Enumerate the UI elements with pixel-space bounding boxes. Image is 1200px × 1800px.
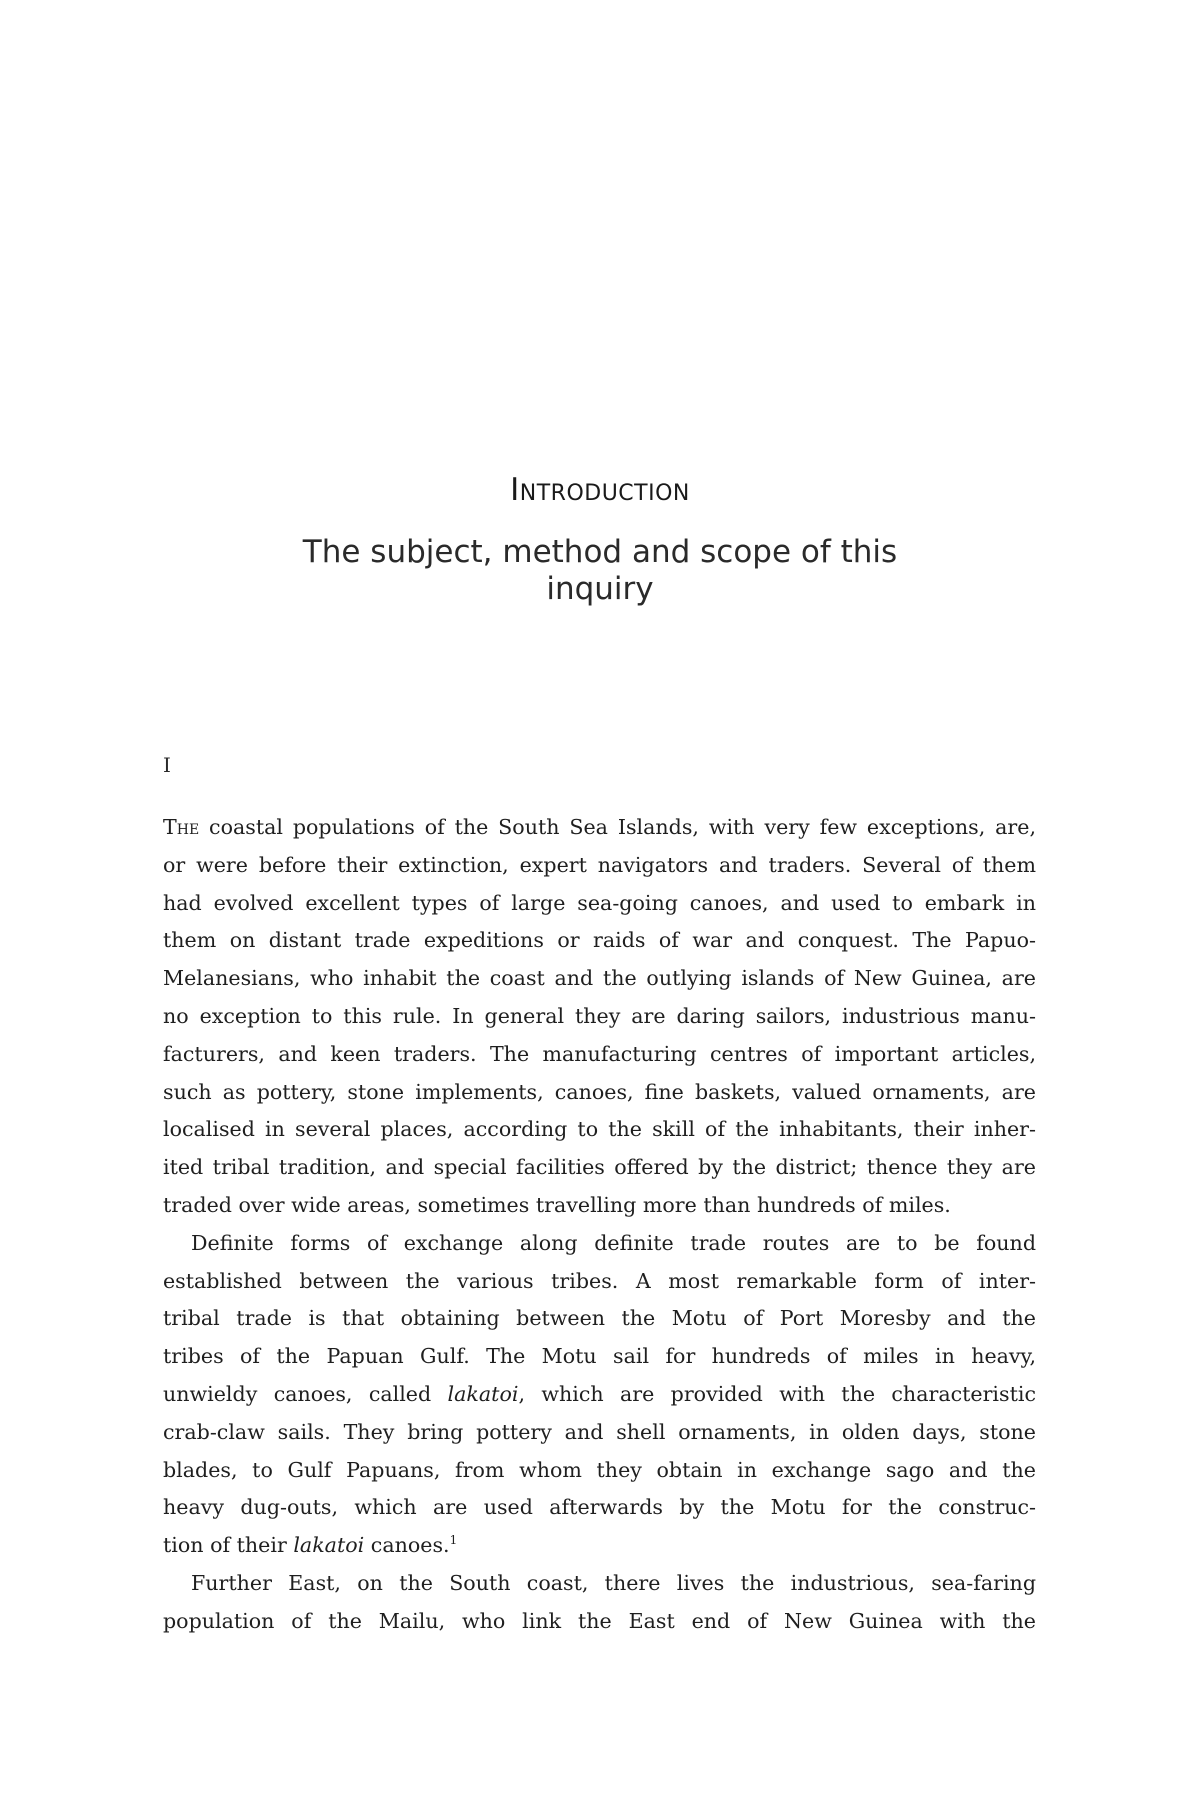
italic-term: lakatoi xyxy=(447,1381,519,1406)
line-text: coastal populations of the South Sea Islands, with very few exceptions, are, xyxy=(199,815,1036,839)
text-line: no exception to this rule. In general they are daring sailors, industrious manu- xyxy=(163,1003,1036,1028)
line-text: , which are provided with the characteristic xyxy=(518,1381,1036,1406)
text-line: established between the various tribes. A most remarkable form of inter- xyxy=(163,1268,1036,1293)
footnote-marker[interactable]: 1 xyxy=(449,1533,458,1548)
text-line: Melanesians, who inhabit the coast and the outlying islands of New Guinea, are xyxy=(163,966,1036,991)
text-line: crab-claw sails. They bring pottery and shell ornaments, in olden days, stone xyxy=(163,1419,1036,1444)
text-line: blades, to Gulf Papuans, from whom they obtain in exchange sago and the xyxy=(163,1457,1036,1482)
line-text: unwieldy canoes, called xyxy=(163,1381,448,1406)
text-line: population of the Mailu, who link the East end of New Guinea with the xyxy=(163,1608,1036,1633)
text-line: traded over wide areas, sometimes travelling more than hundreds of miles. xyxy=(163,1192,951,1217)
text-line: Further East, on the South coast, there lives the industrious, sea-faring xyxy=(191,1570,1036,1595)
text-line: them on distant trade expeditions or raids of war and conquest. The Papuo- xyxy=(163,928,1036,953)
text-line: had evolved excellent types of large sea-going canoes, and used to embark in xyxy=(163,890,1036,915)
section-number: I xyxy=(163,753,171,777)
italic-term: lakatoi xyxy=(293,1533,365,1558)
text-line xyxy=(163,1376,1036,1414)
chapter-heading: Introduction xyxy=(510,472,690,508)
text-line: such as pottery, stone implements, canoes, fine baskets, valued ornaments, are xyxy=(163,1079,1036,1104)
body-text xyxy=(163,809,1036,1641)
drop-word: The xyxy=(163,815,200,839)
text-line xyxy=(163,809,1036,847)
text-line: tribes of the Papuan Gulf. The Motu sail for hundreds of miles in heavy, xyxy=(163,1344,1036,1369)
text-line xyxy=(163,1527,1036,1565)
paragraph-3 xyxy=(163,1565,1036,1641)
text-line: localised in several places, according to the skill of the inhabitants, their inher- xyxy=(163,1117,1036,1142)
paragraph-1 xyxy=(163,809,1036,1225)
chapter-subtitle: The subject, method and scope of this inquiry xyxy=(302,534,898,607)
text-line: facturers, and keen traders. The manufacturing centres of important articles, xyxy=(163,1041,1036,1066)
text-line: tribal trade is that obtaining between the Motu of Port Moresby and the xyxy=(163,1306,1036,1331)
text-line: heavy dug-outs, which are used afterwards by the Motu for the construc- xyxy=(163,1495,1036,1520)
line-text: canoes. xyxy=(364,1533,450,1558)
paragraph-2 xyxy=(163,1225,1036,1565)
text-line: or were before their extinction, expert navigators and traders. Several of them xyxy=(163,852,1036,877)
text-line: ited tribal tradition, and special facilities offered by the district; thence they are xyxy=(163,1155,1036,1180)
line-text: tion of their xyxy=(163,1533,294,1558)
text-line: Definite forms of exchange along definite trade routes are to be found xyxy=(191,1230,1036,1255)
